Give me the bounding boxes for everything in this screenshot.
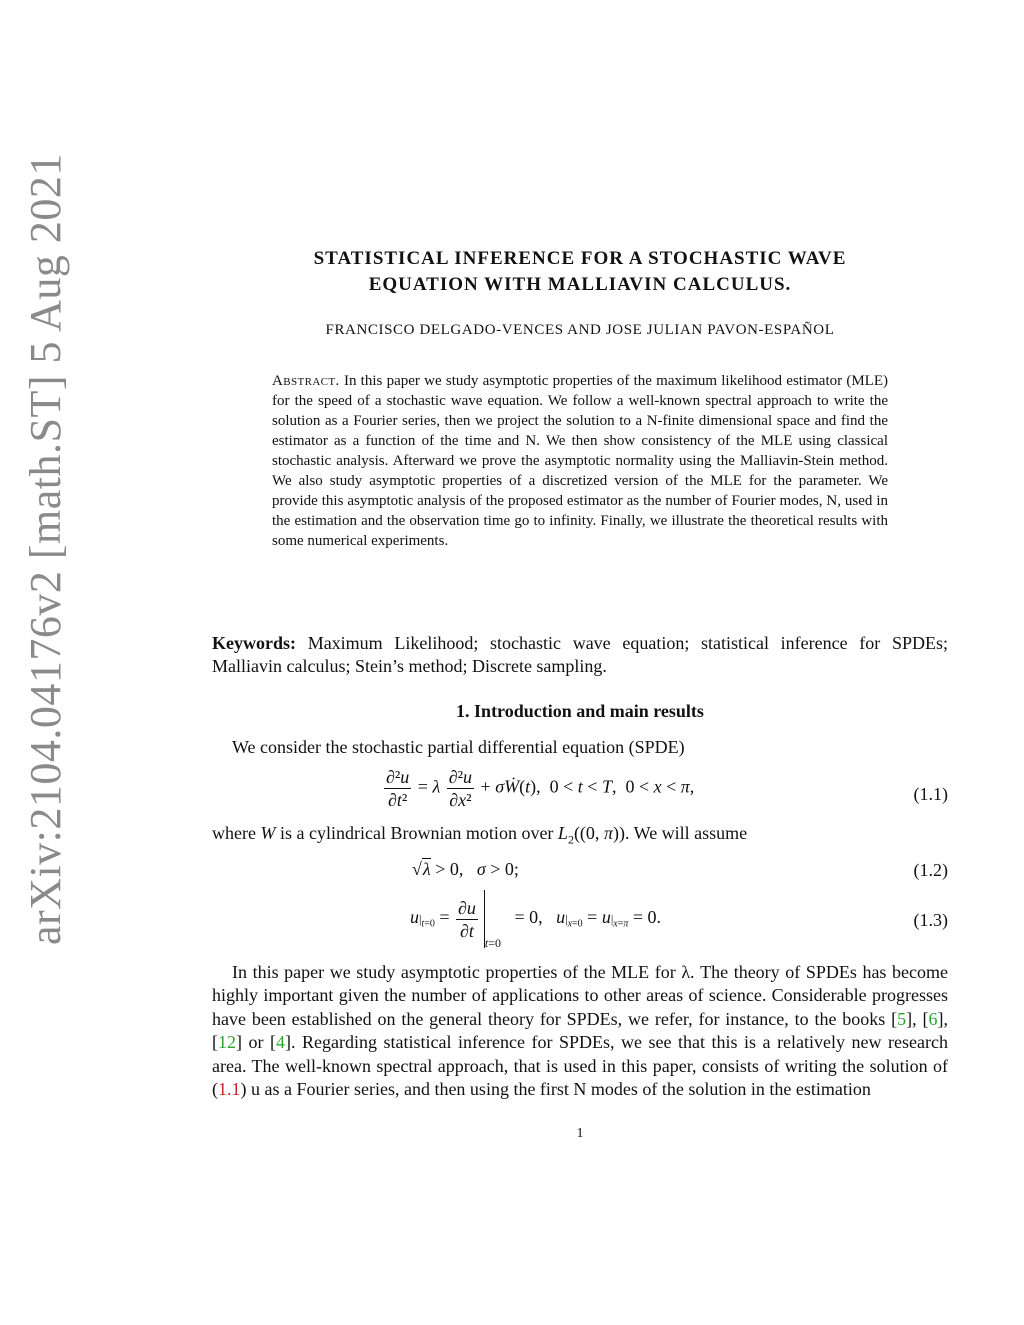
where-sentence: where W is a cylindrical Brownian motion over $L_2((0$, π)). We will assume [212, 823, 748, 847]
abstract-text: In this paper we study asymptotic properties of the maximum likelihood estimator (MLE) for the speed of a stochastic wave equation. We follow a well-known spectral approach to write the solution as a Fourier series, then we project the solution to a N-finite dimensional space and find the estimator as a function of the time and N. We then show consistency of the MLE using classical stochastic analysis. Afterward we prove the asymptotic normality using the Malliavin-Stein method. We also study asymptotic properties of a discretized version of the MLE for the parameter. We provide this asymptotic analysis of the proposed estimator as the number of Fourier modes, N, used in the estimation and the observation time go to infinity. Finally, we illustrate the theoretical results with some numerical experiments. [272, 373, 889, 549]
abstract-label: Abstract. [272, 373, 340, 389]
section-title: 1. Introduction and main results [456, 701, 704, 721]
citation-6[interactable]: 6 [928, 1008, 938, 1029]
authors: FRANCISCO DELGADO-VENCES AND JOSE JULIAN PAVON-ESPAÑOL [325, 322, 835, 338]
arxiv-identifier: arXiv:2104.04176v2 [math.ST] 5 Aug 2021 [21, 153, 70, 945]
equation-ref-1-1[interactable]: 1.1 [218, 1079, 241, 1100]
intro-sentence: We consider the stochastic partial differential equation (SPDE) [232, 737, 685, 757]
paper-title [212, 246, 948, 298]
page-number: 1 [576, 1126, 584, 1141]
equation-1-1: $\frac{\text{∂²u}}{\text{∂t²}}$ = λ $\frac{\text{∂²u}}{\text{∂x²}}$ + σẆ(t), 0 < t < T, 0 < x < π, [386, 767, 695, 810]
abstract [272, 371, 888, 551]
keywords-text: Maximum Likelihood; stochastic wave equation; statistical inference for SPDEs; Malliavin calculus; Stein’s method; Discrete sampling. [212, 633, 948, 677]
citation-4[interactable]: 4 [276, 1032, 286, 1053]
equation-1-3-label: (1.3) [913, 910, 948, 930]
citation-12[interactable]: 12 [218, 1032, 236, 1053]
citation-5[interactable]: 5 [897, 1008, 907, 1029]
equation-1-3: $u|_{t=0}$ = $\frac{\partial u}{\partial t}$ $_{t=0}$ = 0, $u|_{x=0} = u|_{x=\pi} = 0$. [410, 890, 661, 951]
keywords [212, 632, 948, 679]
title-line-2: EQUATION WITH MALLIAVIN CALCULUS. [368, 274, 792, 295]
title-line-1: STATISTICAL INFERENCE FOR A STOCHASTIC WAVE [313, 248, 847, 269]
equation-1-2-label: (1.2) [913, 860, 948, 880]
keywords-label: Keywords: [212, 633, 296, 653]
equation-1-1-label: (1.1) [913, 784, 948, 804]
intro-paragraph: In this paper we study asymptotic properties of the MLE for λ. The theory of SPDEs has become highly important given the number of applications to other areas of science. Considerable progresses have been established on the general theory for SPDEs, we refer, for instance, to the books [5], [6], [12] or [4]. Regarding statistical inference for SPDEs, we see that this is a relatively new research area. The well-known spectral approach, that is used in this paper, consists of writing the solution of (1.1) u as a Fourier series, and then using the first N modes of the solution in the estimation [212, 962, 948, 1100]
equation-1-2: √λ > 0, σ > 0; [412, 859, 519, 879]
